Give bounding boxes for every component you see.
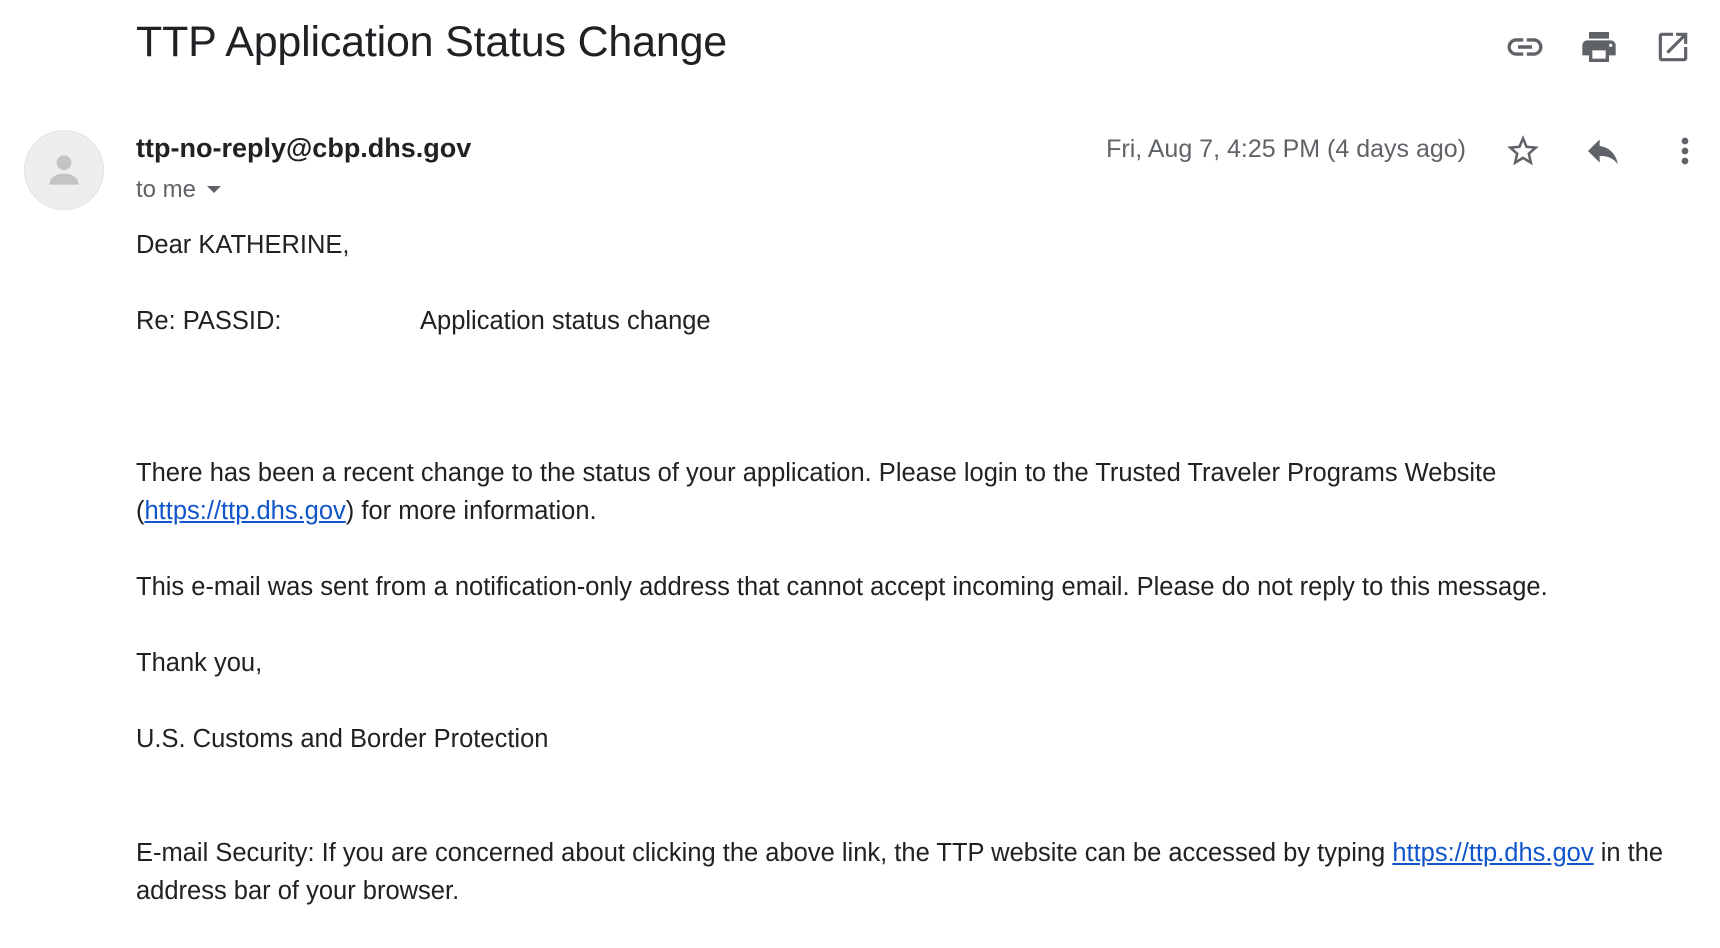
person-icon (42, 148, 86, 192)
ttp-security-link[interactable]: https://ttp.dhs.gov (1392, 839, 1594, 867)
re-value: Application status change (420, 307, 711, 335)
ttp-link[interactable]: https://ttp.dhs.gov (144, 497, 346, 525)
notification-paragraph: This e-mail was sent from a notification-only address that cannot accept incoming email. Please do not reply to this message. (136, 573, 1548, 601)
security-tail: in the address bar of your browser. (136, 839, 1664, 905)
security-text: E-mail Security: If you are concerned about clicking the above link, the TTP website can be accessed by typing (136, 839, 1393, 867)
re-line (136, 302, 1696, 340)
link-icon[interactable] (1500, 22, 1550, 72)
avatar[interactable] (24, 130, 104, 210)
email-body (136, 226, 1696, 910)
spacer (136, 682, 1696, 720)
thread-actions (1500, 22, 1720, 72)
thanks-line: Thank you, (136, 649, 263, 677)
sender-address[interactable]: ttp-no-reply@cbp.dhs.gov (136, 133, 472, 163)
spacer (136, 530, 1696, 568)
print-icon[interactable] (1574, 22, 1624, 72)
status-tail: ) for more information. (345, 497, 597, 525)
recipient-details-toggle[interactable] (136, 176, 222, 204)
spacer (136, 758, 1696, 834)
email-subject: TTP Application Status Change (136, 18, 727, 66)
recipient-label: to me (136, 176, 197, 203)
email-date: Fri, Aug 7, 4:25 PM (4 days ago) (1106, 135, 1466, 163)
signature: U.S. Customs and Border Protection (136, 725, 549, 753)
star-icon[interactable] (1498, 126, 1548, 176)
open-in-new-window-icon[interactable] (1648, 22, 1698, 72)
status-paragraph (136, 454, 1696, 530)
reply-icon[interactable] (1578, 126, 1628, 176)
more-vert-icon[interactable] (1660, 126, 1710, 176)
spacer (136, 340, 1696, 454)
caret-down-icon (206, 185, 222, 195)
status-text: There has been a recent change to the status of your application. Please login to the Trusted Traveler Programs Website ( (136, 459, 1497, 525)
re-label: Re: PASSID: (136, 307, 282, 335)
greeting: Dear KATHERINE, (136, 231, 350, 259)
security-paragraph (136, 834, 1696, 910)
spacer (136, 606, 1696, 644)
